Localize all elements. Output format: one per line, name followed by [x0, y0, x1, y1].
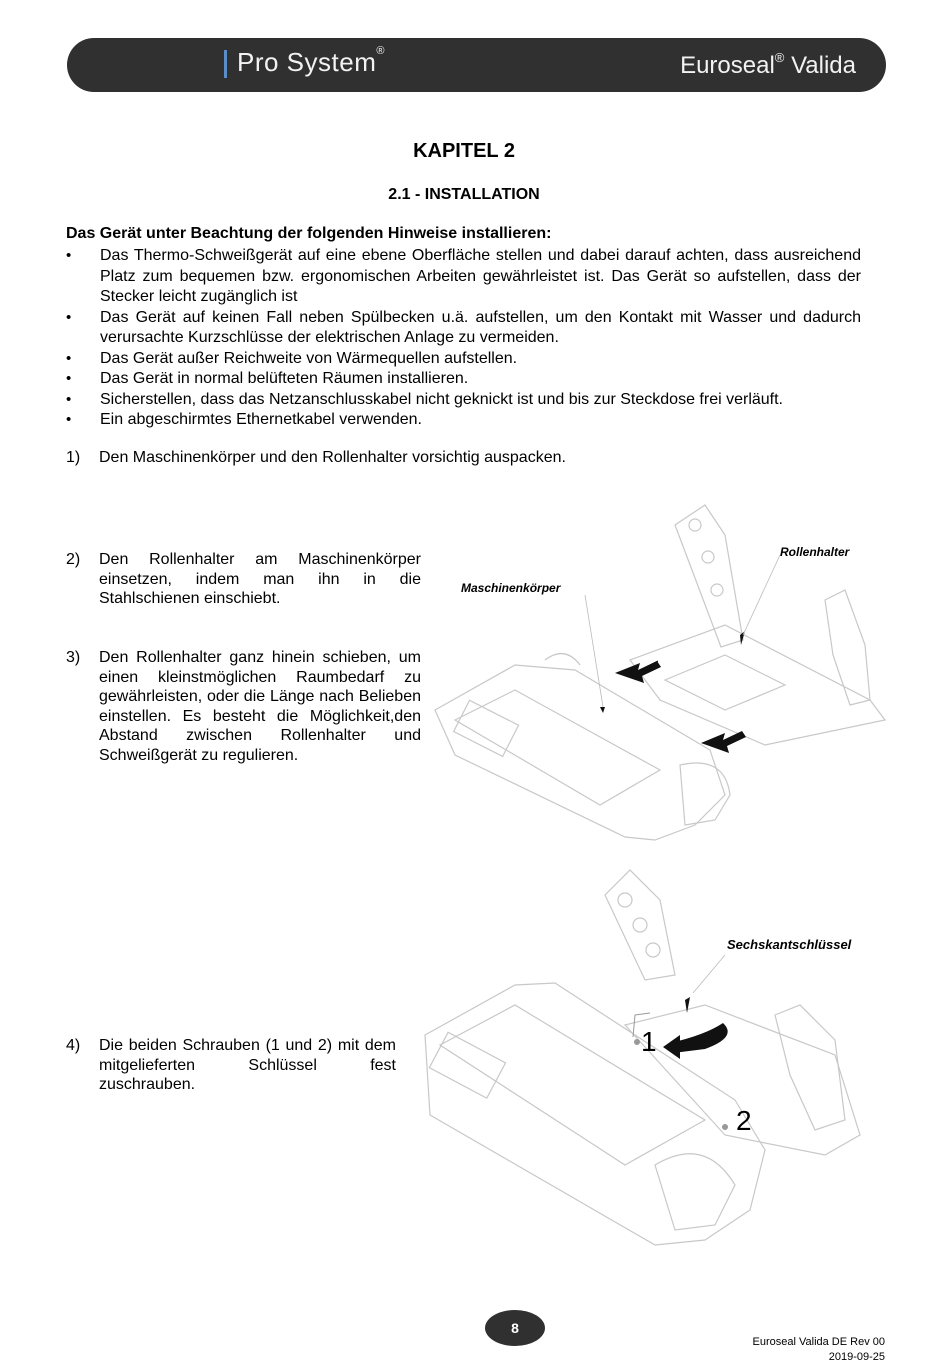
section-title: 2.1 - INSTALLATION [388, 186, 540, 203]
step-2 [66, 550, 421, 609]
machine-lid [440, 1005, 705, 1165]
arrow-icon [615, 661, 661, 683]
roll-arm-right [775, 1005, 845, 1130]
screw-icon [722, 1124, 728, 1130]
base-plate [630, 625, 885, 745]
arrow-icon [701, 731, 746, 753]
step-number: 2) [66, 551, 81, 568]
bullet-item: • Ein abgeschirmtes Ethernetkabel verwenden. [66, 410, 861, 431]
page-number-badge: 8 [485, 1310, 545, 1346]
insert-arrows [600, 631, 746, 753]
step-text: Den Rollenhalter ganz hinein schieben, um einen kleinstmöglichen Raumbedarf zu gewährleisten, oder die Länge nach Belieben einstellen. Es besteht die Möglichkeit,den Abstand zwischen Rollenhalter und Schweißgerät zu regulieren. [99, 649, 421, 764]
screw-label-2: 2 [736, 1105, 752, 1136]
step-text: Den Rollenhalter am Maschinenkörper einsetzen, indem man ihn in die Stahlschienen einschiebt. [99, 551, 421, 608]
leader-line [693, 955, 725, 993]
screw-icon [634, 1039, 640, 1045]
machine-body [435, 665, 725, 840]
machine-panel [429, 1032, 505, 1098]
step-1 [66, 448, 861, 468]
intro-heading: Das Gerät unter Beachtung der folgenden Hinweise installieren: [66, 225, 552, 242]
step-4 [66, 1036, 396, 1095]
roll-arm-left [605, 870, 675, 980]
footer-date: 2019-09-25 [828, 1351, 885, 1363]
roll-arm-left [675, 505, 743, 647]
brand-logo: Pro System® [237, 45, 385, 77]
figure-screw-fastening [405, 865, 880, 1275]
step-number: 4) [66, 1037, 81, 1054]
bullet-item: • Sicherstellen, dass das Netzanschlusskabel nicht geknickt ist und bis zur Steckdose frei verläuft. [66, 390, 861, 411]
base-plate-cutout [665, 655, 785, 710]
brand-accent-bar [224, 50, 227, 78]
footer-document-id: Euroseal Valida DE Rev 00 [752, 1336, 885, 1348]
leader-line [743, 555, 780, 635]
step-number: 3) [66, 649, 81, 666]
callout-maschinenkoerper: Maschinenkörper [461, 581, 561, 595]
bullet-item: • Das Gerät außer Reichweite von Wärmequellen aufstellen. [66, 349, 861, 370]
step-text: Den Maschinenkörper und den Rollenhalter vorsichtig auspacken. [99, 449, 566, 466]
installation-notes [66, 246, 861, 431]
step-number: 1) [66, 449, 81, 466]
callout-sechskantschluessel: Sechskantschlüssel [727, 937, 852, 952]
chapter-title: KAPITEL 2 [413, 140, 515, 162]
step-text: Die beiden Schrauben (1 und 2) mit dem mitgelieferten Schlüssel fest zuschrauben. [99, 1037, 396, 1094]
bullet-item: • Das Thermo-Schweißgerät auf eine ebene Oberfläche stellen und dabei darauf achten, dass ausreichend Platz zum bequemen bzw. ergonomischen Arbeiten gewährleistet ist. Das Gerät so aufstellen, dass der Stecker leicht zugänglich ist [66, 246, 861, 308]
leader-line [585, 595, 603, 707]
machine-body [425, 983, 765, 1245]
header-banner [67, 38, 886, 92]
step-3 [66, 648, 421, 766]
bullet-item: • Das Gerät in normal belüfteten Räumen installieren. [66, 369, 861, 390]
bullet-item: • Das Gerät auf keinen Fall neben Spülbecken u.ä. aufstellen, um den Kontakt mit Wasser und dadurch verursachte Kurzschlüsse der elektrischen Anlage zu vermeiden. [66, 308, 861, 349]
product-name: Euroseal® Valida [680, 50, 856, 79]
callout-rollenhalter: Rollenhalter [780, 545, 850, 559]
machine-knob [545, 654, 580, 665]
machine-panel [454, 700, 519, 756]
screw-label-1: 1 [641, 1026, 657, 1057]
machine-end-cap [655, 1154, 735, 1230]
